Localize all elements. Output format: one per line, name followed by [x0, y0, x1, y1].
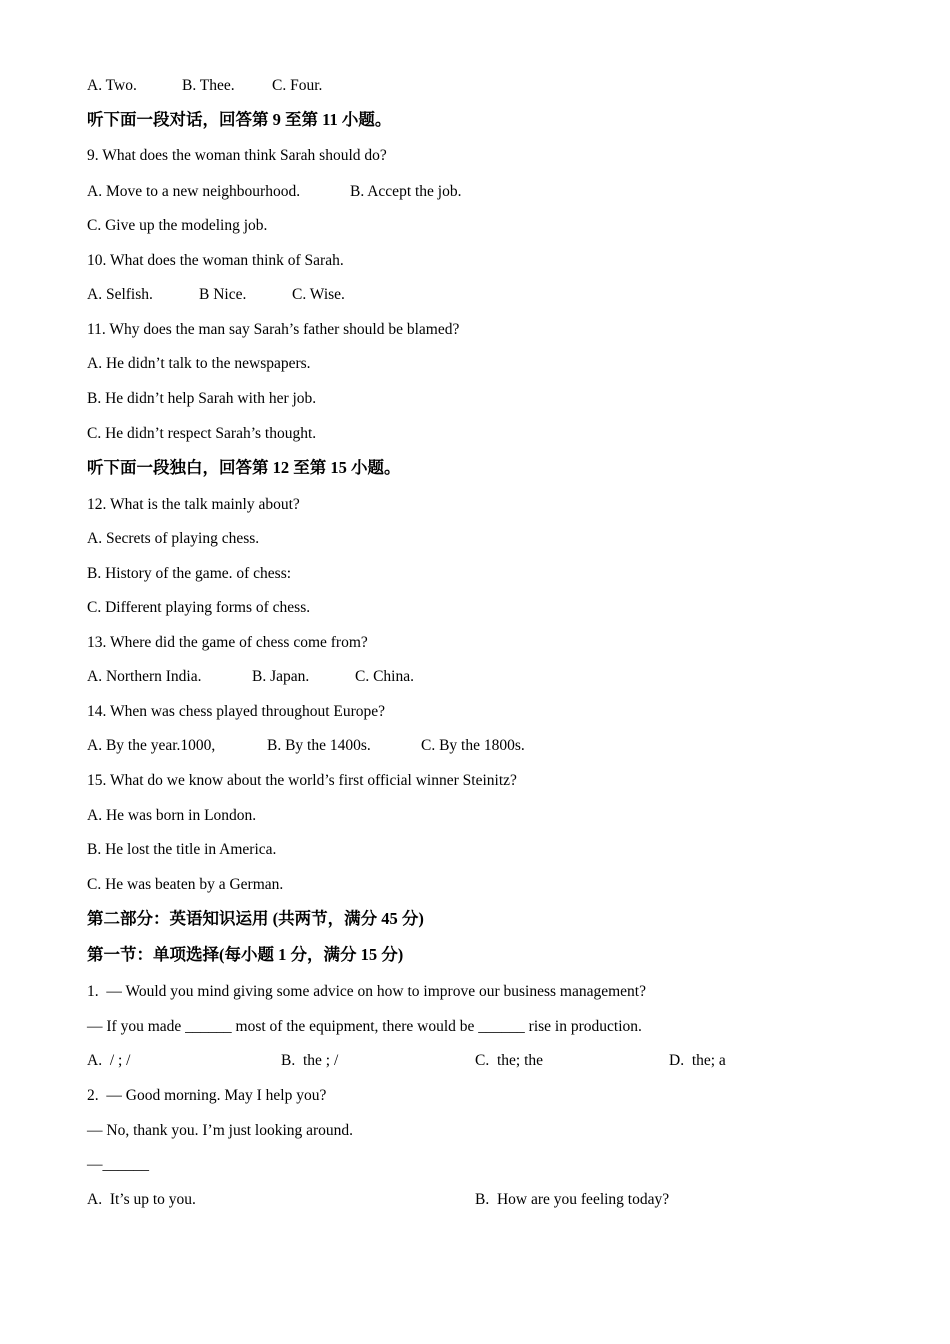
- q11-option-a: A. He didn’t talk to the newspapers.: [87, 355, 311, 372]
- q15-question: 15. What do we know about the world’s first official winner Steinitz?: [87, 772, 517, 789]
- q13-option-b: B. Japan.: [252, 668, 310, 685]
- q8-option-b: B. Thee.: [182, 77, 235, 94]
- grammar-q1-options-row: [0, 1051, 950, 1071]
- q12-option-c: C. Different playing forms of chess.: [87, 599, 311, 616]
- grammar-q2-options-row: [0, 1190, 950, 1210]
- q8-options-row: [0, 76, 950, 96]
- q10-options-row: [0, 285, 950, 305]
- monologue-12-15-heading: 听下面一段独白，回答第 12 至第 15 小题。: [87, 458, 401, 477]
- q10-option-c: C. Wise.: [292, 286, 345, 303]
- part2-heading: 第二部分：英语知识运用 (共两节，满分 45 分): [87, 909, 424, 928]
- q14-option-a: A. By the year.1000,: [87, 737, 216, 754]
- q13-option-c: C. China.: [355, 668, 414, 685]
- grammar-q2-option-b: B. How are you feeling today?: [475, 1191, 670, 1208]
- q8-option-a: A. Two.: [87, 77, 137, 94]
- q12-question: 12. What is the talk mainly about?: [87, 496, 300, 513]
- grammar-q1-option-c: C. the; the: [475, 1052, 544, 1069]
- q12-option-b: B. History of the game. of chess:: [87, 565, 292, 582]
- q11-question: 11. Why does the man say Sarah’s father should be blamed?: [87, 321, 460, 338]
- q14-question: 14. When was chess played throughout Europe?: [87, 703, 386, 720]
- q12-option-a: A. Secrets of playing chess.: [87, 530, 260, 547]
- dialogue-9-11-heading: 听下面一段对话，回答第 9 至第 11 小题。: [87, 110, 392, 129]
- q10-question: 10. What does the woman think of Sarah.: [87, 252, 344, 269]
- q15-option-a: A. He was born in London.: [87, 807, 257, 824]
- section1-heading: 第一节：单项选择(每小题 1 分，满分 15 分): [87, 945, 404, 964]
- q10-option-a: A. Selfish.: [87, 286, 153, 303]
- grammar-q1-option-a: A. / ; /: [87, 1052, 131, 1069]
- q10-option-b: B Nice.: [199, 286, 247, 303]
- q15-option-b: B. He lost the title in America.: [87, 841, 277, 858]
- q9-option-a: A. Move to a new neighbourhood.: [87, 183, 301, 200]
- grammar-q2-line3: —______: [87, 1156, 149, 1173]
- q14-option-c: C. By the 1800s.: [421, 737, 525, 754]
- grammar-q1-option-d: D. the; a: [669, 1052, 726, 1069]
- q11-option-c: C. He didn’t respect Sarah’s thought.: [87, 425, 317, 442]
- q9-question: 9. What does the woman think Sarah should do?: [87, 147, 387, 164]
- grammar-q1-option-b: B. the ; /: [281, 1052, 339, 1069]
- q9-option-b: B. Accept the job.: [350, 183, 462, 200]
- grammar-q2-line1: 2. — Good morning. May I help you?: [87, 1087, 327, 1104]
- q14-options-row: [0, 736, 950, 756]
- q13-options-row: [0, 667, 950, 687]
- q13-question: 13. Where did the game of chess come from?: [87, 634, 368, 651]
- grammar-q2-option-a: A. It’s up to you.: [87, 1191, 196, 1208]
- q9-option-c: C. Give up the modeling job.: [87, 217, 268, 234]
- grammar-q1-line1: 1. — Would you mind giving some advice on how to improve our business management?: [87, 983, 646, 1000]
- q14-option-b: B. By the 1400s.: [267, 737, 371, 754]
- grammar-q2-line2: — No, thank you. I’m just looking around.: [87, 1122, 354, 1139]
- q11-option-b: B. He didn’t help Sarah with her job.: [87, 390, 317, 407]
- q13-option-a: A. Northern India.: [87, 668, 202, 685]
- q9-options-row: [0, 182, 950, 202]
- grammar-q1-line2: — If you made ______ most of the equipment, there would be ______ rise in production.: [87, 1018, 642, 1035]
- q15-option-c: C. He was beaten by a German.: [87, 876, 284, 893]
- q8-option-c: C. Four.: [272, 77, 323, 94]
